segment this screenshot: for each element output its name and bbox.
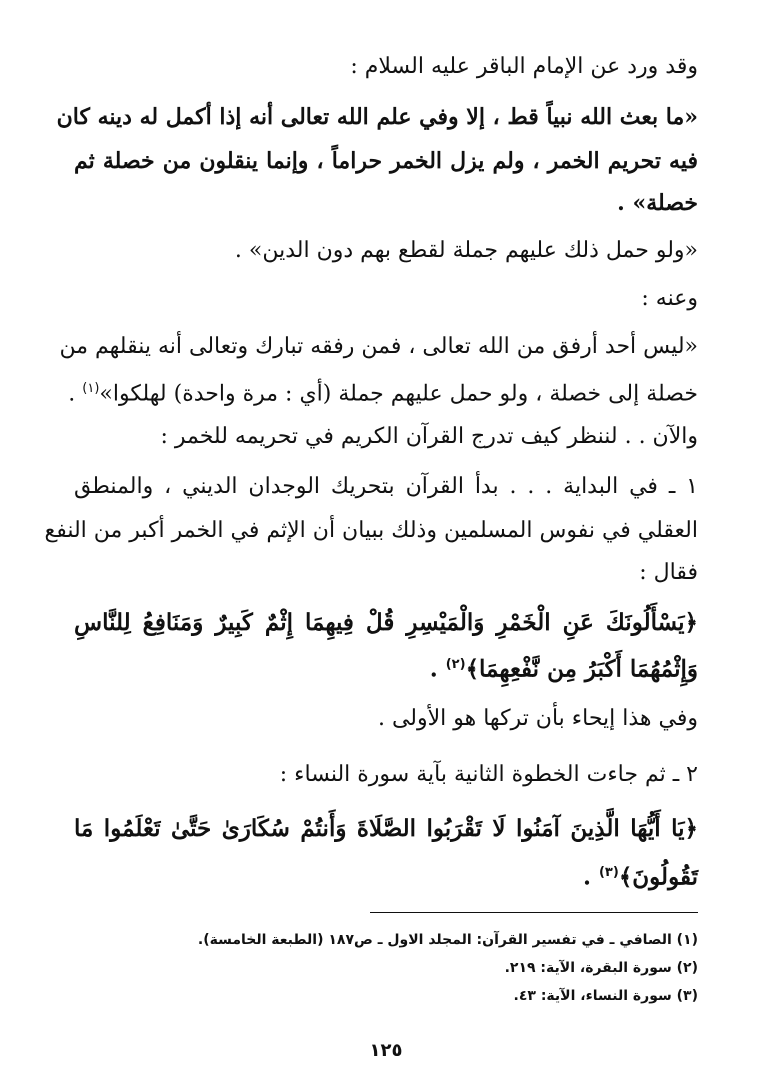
footnote-3: (٣) سورة النساء، الآية: ٤٣.	[513, 988, 698, 1004]
hadith-line-2: فيه تحريم الخمر ، ولم يزل الخمر حراماً ، وإنما ينقلون من خصلة ثم	[74, 148, 698, 174]
footnote-ref-3: (٣)	[598, 865, 619, 880]
footnote-2: (٢) سورة البقرة، الآية: ٢١٩.	[504, 960, 698, 976]
footnote-divider	[370, 912, 698, 913]
quran-verse-1-line-2-text: وَإِثْمُهُمَا أَكْبَرُ مِن نَّفْعِهِمَا﴾	[465, 655, 698, 683]
footnote-ref-1: (١)	[82, 381, 100, 396]
step1-line-2: العقلي في نفوس المسلمين وذلك ببيان أن الإثم في الخمر أكبر من النفع	[44, 518, 698, 543]
step1-line-1: ١ ـ في البداية . . . بدأ القرآن بتحريك الوجدان الديني ، والمنطق	[74, 474, 698, 499]
hadith2-line-2-end: .	[68, 381, 83, 407]
wa-anhu-line: وعنه :	[641, 286, 698, 311]
hadith2-line-2	[68, 374, 698, 409]
quran-verse-1-line-2-end: .	[429, 655, 446, 683]
quran-verse-1-line-2	[74, 650, 698, 685]
transition-line: والآن . . لننظر كيف تدرج القرآن الكريم في تحريمه للخمر :	[160, 424, 698, 449]
quran-verse-2-line-2	[74, 858, 698, 893]
hadith-line-3: خصلة» .	[617, 190, 698, 216]
quran-verse-1-line-1: ﴿يَسْأَلُونَكَ عَنِ الْخَمْرِ وَالْمَيْسِرِ قُلْ فِيهِمَا إِثْمٌ كَبِيرٌ وَمَنَافِعُ لِلنَّاسِ	[74, 609, 698, 636]
footnote-ref-2: (٢)	[445, 657, 466, 672]
hadith-continuation: «ولو حمل ذلك عليهم جملة لقطع بهم دون الدين» .	[234, 238, 698, 263]
step2-line: ٢ ـ ثم جاءت الخطوة الثانية بآية سورة النساء :	[279, 762, 698, 787]
step1-line-3: فقال :	[639, 560, 698, 585]
hadith2-line-1: «ليس أحد أرفق من الله تعالى ، فمن رفقه تبارك وتعالى أنه ينقلهم من	[59, 334, 698, 359]
footnote-1: (١) الصافي ـ في تفسير القرآن: المجلد الاول ـ ص١٨٧ (الطبعة الخامسة).	[197, 932, 698, 948]
quran-verse-2-line-1: ﴿يَا أَيُّهَا الَّذِينَ آمَنُوا لَا تَقْرَبُوا الصَّلَاةَ وَأَنتُمْ سُكَارَىٰ حَتَّىٰ تَعْلَمُوا مَا	[74, 815, 698, 842]
quran-verse-2-line-2-text: تَقُولُونَ﴾	[618, 863, 698, 891]
intro-line: وقد ورد عن الإمام الباقر عليه السلام :	[350, 54, 698, 79]
quran-verse-2-line-2-end: .	[582, 863, 599, 891]
page-number: ١٢٥	[369, 1040, 403, 1061]
hadith-line-1: «ما بعث الله نبياً قط ، إلا وفي علم الله تعالى أنه إذا أكمل له دينه كان	[56, 104, 698, 130]
hadith2-line-2-text: خصلة إلى خصلة ، ولو حمل عليهم جملة (أي : مرة واحدة) لهلكوا»	[99, 381, 698, 407]
inference-line: وفي هذا إيحاء بأن تركها هو الأولى .	[377, 706, 698, 731]
